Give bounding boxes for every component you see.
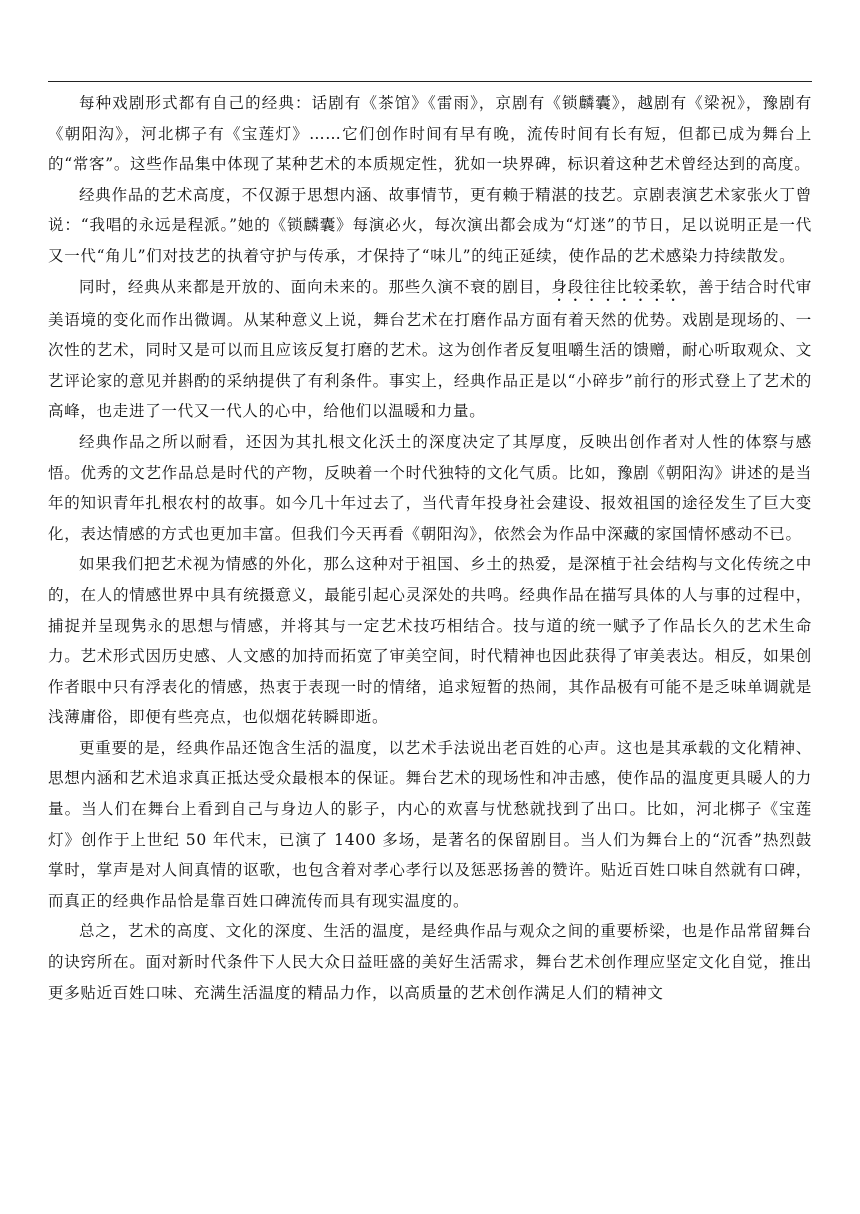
paragraph-3-text-after: ，善于结合时代审美语境的变化而作出微调。从某种意义上说，舞台艺术在打磨作品方面有着天然的优势。戏剧是现场的、一次性的艺术，同时又是可以而且应该反复打磨的艺术。这为创作者反复咀嚼生活的馈赠，耐心听取观众、文艺评论家的意见并斟酌的采纳提供了有利条件。事实上，经典作品正是以“小碎步”前行的形式登上了艺术的高峰，也走进了一代又一代人的心中，给他们以温暖和力量。 bbox=[48, 277, 812, 421]
paragraph-7: 总之，艺术的高度、文化的深度、生活的温度，是经典作品与观众之间的重要桥梁，也是作品常留舞台的诀窍所在。面对新时代条件下人民大众日益旺盛的美好生活需求，舞台艺术创作理应坚定文化自觉，推出更多贴近百姓口味、充满生活温度的精品力作，以高质量的艺术创作满足人们的精神文 bbox=[48, 922, 812, 1002]
paragraph-5: 如果我们把艺术视为情感的外化，那么这种对于祖国、乡土的热爱，是深植于社会结构与文化传统之中的，在人的情感世界中具有统摄意义，最能引起心灵深处的共鸣。经典作品在描写具体的人与事的过程中，捕捉并呈现隽永的思想与情感，并将其与一定艺术技巧相结合。技与道的统一赋予了作品长久的艺术生命力。艺术形式因历史感、人文感的加持而拓宽了审美空间，时代精神也因此获得了审美表达。相反，如果创作者眼中只有浮表化的情感，热衷于表现一时的情绪，追求短暂的热闹，其作品极有可能不是乏味单调就是浅薄庸俗，即便有些亮点，也似烟花转瞬即逝。 bbox=[48, 555, 812, 727]
paragraph-1: 每种戏剧形式都有自己的经典：话剧有《茶馆》《雷雨》，京剧有《锁麟囊》，越剧有《梁祝》，豫剧有《朝阳沟》，河北梆子有《宝莲灯》……它们创作时间有早有晚，流传时间有长有短，但都已成为舞台上的“常客”。这些作品集中体现了某种艺术的本质规定性，犹如一块界碑，标识着这种艺术曾经达到的高度。 bbox=[48, 94, 812, 174]
header-rule bbox=[48, 81, 812, 82]
emphasized-phrase: 身段往往比较柔软 bbox=[551, 277, 682, 296]
article-body bbox=[48, 88, 812, 1008]
paragraph-2: 经典作品的艺术高度，不仅源于思想内涵、故事情节，更有赖于精湛的技艺。京剧表演艺术家张火丁曾说：“我唱的永远是程派。”她的《锁麟囊》每演必火，每次演出都会成为“灯迷”的节日，足以说明正是一代又一代“角儿”们对技艺的执着守护与传承，才保持了“味儿”的纯正延续，使作品的艺术感染力持续散发。 bbox=[48, 185, 812, 265]
paragraph-6: 更重要的是，经典作品还饱含生活的温度，以艺术手法说出老百姓的心声。这也是其承载的文化精神、思想内涵和艺术追求真正抵达受众最根本的保证。舞台艺术的现场性和冲击感，使作品的温度更具暖人的力量。当人们在舞台上看到自己与身边人的影子，内心的欢喜与忧愁就找到了出口。比如，河北梆子《宝莲灯》创作于上世纪 50 年代末，已演了 1400 多场，是著名的保留剧目。当人们为舞台上的“沉香”热烈鼓掌时，掌声是对人间真情的讴歌，也包含着对孝心孝行以及惩恶扬善的赞许。贴近百姓口味自然就有口碑，而真正的经典作品恰是靠百姓口碑流传而具有现实温度的。 bbox=[48, 738, 812, 910]
paragraph-4: 经典作品之所以耐看，还因为其扎根文化沃土的深度决定了其厚度，反映出创作者对人性的体察与感悟。优秀的文艺作品总是时代的产物，反映着一个时代独特的文化气质。比如，豫剧《朝阳沟》讲述的是当年的知识青年扎根农村的故事。如今几十年过去了，当代青年投身社会建设、报效祖国的途径发生了巨大变化，表达情感的方式也更加丰富。但我们今天再看《朝阳沟》，依然会为作品中深藏的家国情怀感动不已。 bbox=[48, 432, 812, 543]
paragraph-3-text-before: 同时，经典从来都是开放的、面向未来的。那些久演不衰的剧目， bbox=[79, 277, 552, 296]
paragraph-3 bbox=[48, 272, 812, 427]
